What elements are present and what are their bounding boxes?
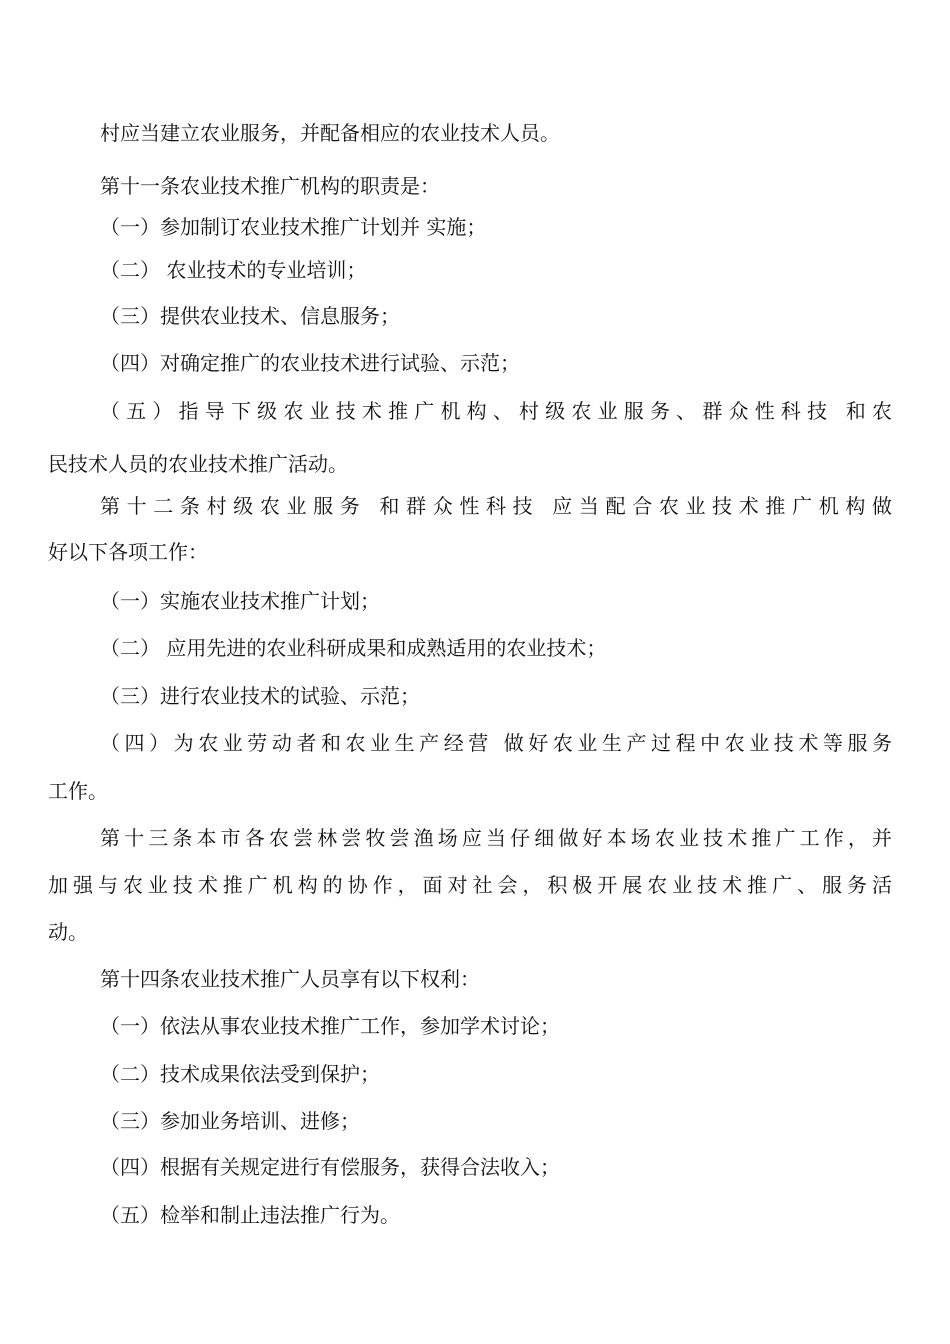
list-item: （四）根据有关规定进行有偿服务，获得合法收入；: [100, 1155, 560, 1179]
text-line: 村应当建立农业服务，并配备相应的农业技术人员。: [100, 121, 560, 145]
article-13-heading: 第十三条本市各农尝林尝牧尝渔场应当仔细做好本场农业技术推广工作，并: [100, 826, 892, 850]
text-line: 加强与农业技术推广机构的协作，面对社会，积极开展农业技术推广、服务活: [48, 873, 892, 897]
list-item: （三）进行农业技术的试验、示范；: [100, 684, 420, 708]
text-line: 工作。: [48, 779, 108, 803]
list-item: （三）参加业务培训、进修；: [100, 1109, 360, 1133]
list-item: （三）提供农业技术、信息服务；: [100, 304, 400, 328]
text-line: 好以下各项工作：: [48, 540, 208, 564]
list-item: （一）依法从事农业技术推广工作，参加学术讨论；: [100, 1014, 560, 1038]
article-11-heading: 第十一条农业技术推广机构的职责是：: [100, 174, 440, 198]
list-item: （二）技术成果依法受到保护；: [100, 1062, 380, 1086]
list-item: （一）实施农业技术推广计划；: [100, 589, 380, 613]
list-item: （四）为农业劳动者和农业生产经营 做好农业生产过程中农业技术等服务: [100, 731, 892, 755]
text-line: 民技术人员的农业技术推广活动。: [48, 452, 348, 476]
list-item: （二） 应用先进的农业科研成果和成熟适用的农业技术；: [100, 636, 607, 660]
article-14-heading: 第十四条农业技术推广人员享有以下权利：: [100, 967, 480, 991]
article-12-heading: 第十二条村级农业服务 和群众性科技 应当配合农业技术推广机构做: [100, 494, 892, 518]
list-item: （五）指导下级农业技术推广机构、村级农业服务、群众性科技 和农: [100, 399, 892, 423]
list-item: （一）参加制订农业技术推广计划并 实施；: [100, 215, 487, 239]
list-item: （二） 农业技术的专业培训；: [100, 258, 367, 282]
list-item: （五）检举和制止违法推广行为。: [100, 1203, 400, 1227]
text-line: 动。: [48, 920, 88, 944]
list-item: （四）对确定推广的农业技术进行试验、示范；: [100, 351, 520, 375]
